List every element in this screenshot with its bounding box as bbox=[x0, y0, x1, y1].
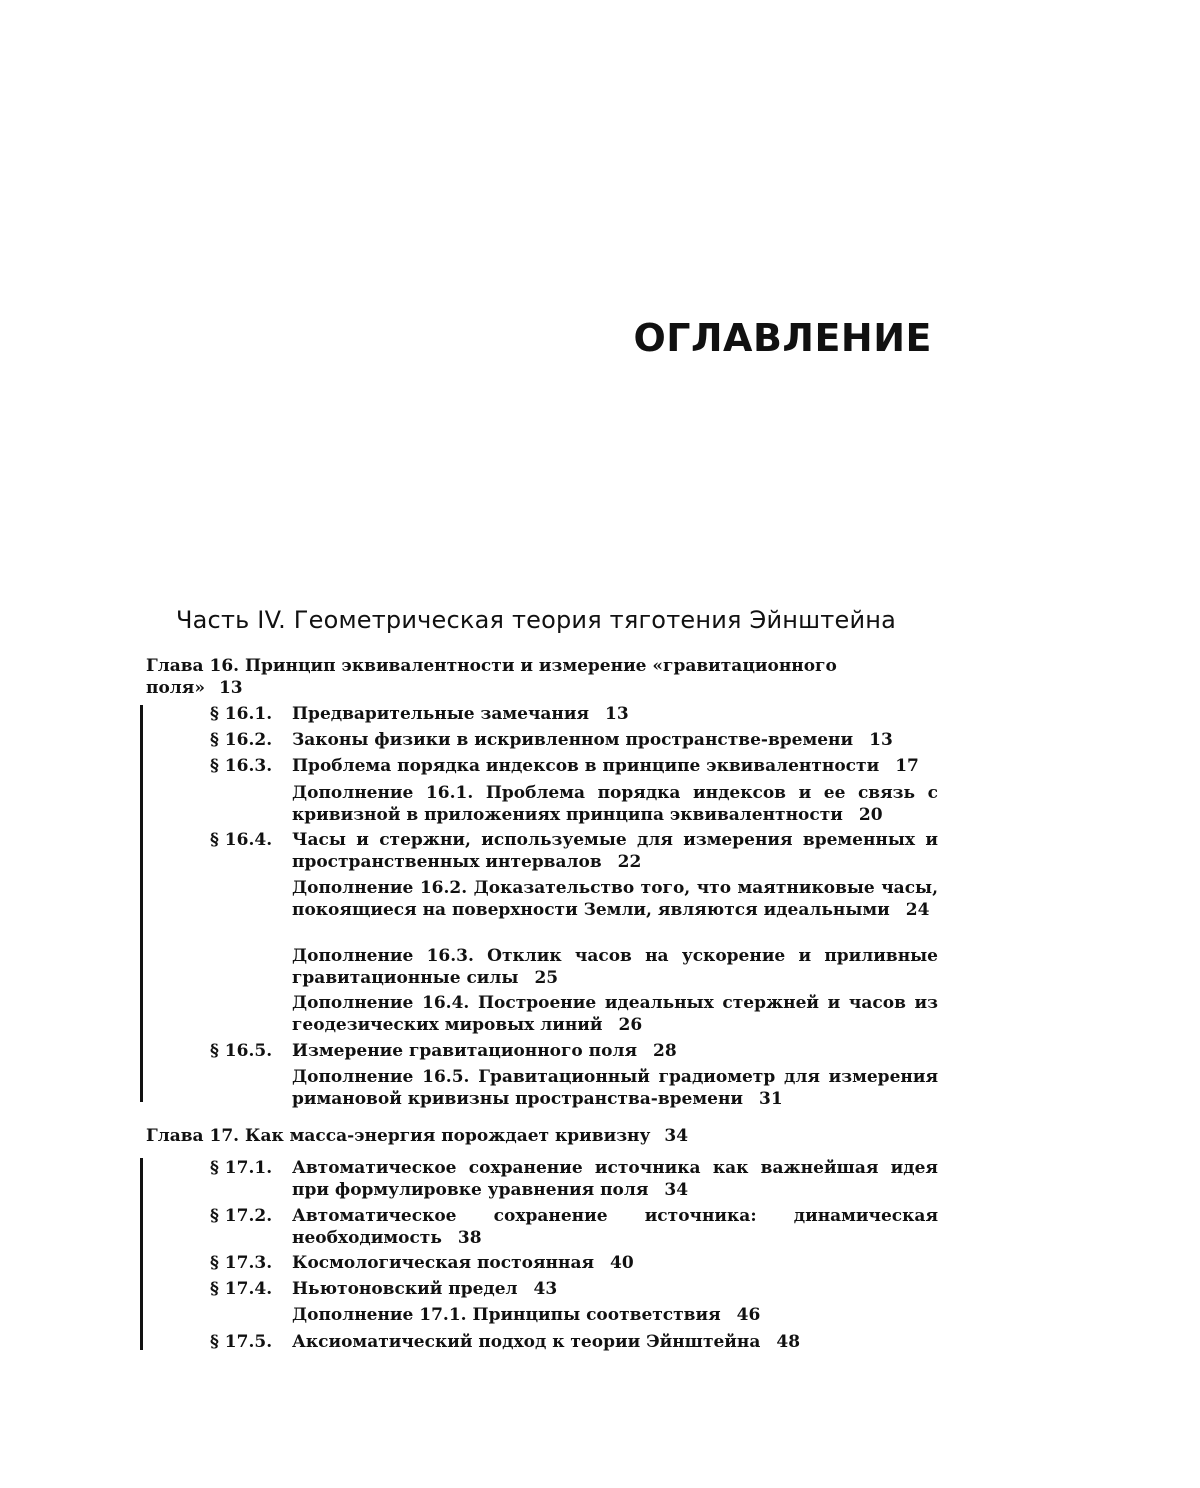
supplement-page: 26 bbox=[618, 1015, 643, 1035]
section-page: 48 bbox=[776, 1332, 801, 1352]
section-page: 17 bbox=[895, 756, 919, 776]
supplement-title: Дополнение 16.3. Отклик часов на ускорение и приливные гравитационные силы bbox=[292, 946, 938, 988]
section-16-1[interactable] bbox=[210, 703, 938, 725]
section-title: Предварительные замечания bbox=[292, 704, 590, 724]
supplement-16-2[interactable] bbox=[292, 877, 938, 921]
supplement-16-4[interactable] bbox=[292, 992, 938, 1036]
section-number: § 16.1. bbox=[210, 704, 273, 724]
section-17-5[interactable] bbox=[210, 1331, 938, 1353]
section-17-3[interactable] bbox=[210, 1252, 938, 1274]
section-title: Космологическая постоянная bbox=[292, 1253, 595, 1273]
supplement-page: 25 bbox=[534, 968, 559, 988]
supplement-16-5[interactable] bbox=[292, 1066, 938, 1110]
supplement-page: 20 bbox=[858, 805, 883, 825]
section-page: 43 bbox=[533, 1279, 558, 1299]
section-page: 28 bbox=[653, 1041, 677, 1061]
section-title: Автоматическое сохранение источника: динамическая необходимость bbox=[292, 1206, 938, 1248]
supplement-title: Дополнение 16.4. Построение идеальных стержней и часов из геодезических мировых линий bbox=[292, 993, 938, 1035]
section-number: § 16.3. bbox=[210, 756, 273, 776]
section-number: § 17.3. bbox=[210, 1253, 273, 1273]
section-title: Часы и стержни, используемые для измерения временных и пространственных интервалов bbox=[292, 830, 938, 872]
section-number: § 17.2. bbox=[210, 1206, 273, 1226]
section-number: § 16.2. bbox=[210, 730, 273, 750]
supplement-title: Дополнение 16.5. Гравитационный градиометр для измерения римановой кривизны пространства-времени bbox=[292, 1067, 938, 1109]
section-title: Законы физики в искривленном пространстве-времени bbox=[292, 730, 854, 750]
section-page: 38 bbox=[457, 1228, 482, 1248]
section-17-1[interactable] bbox=[210, 1157, 938, 1201]
section-page: 13 bbox=[605, 704, 629, 724]
chapter-17-page: 34 bbox=[664, 1126, 689, 1146]
chapter-16-margin-bar bbox=[140, 705, 143, 1102]
supplement-page: 46 bbox=[736, 1305, 761, 1325]
chapter-16-page: 13 bbox=[218, 678, 243, 698]
chapter-17-margin-bar bbox=[140, 1158, 143, 1350]
section-number: § 17.4. bbox=[210, 1279, 273, 1299]
supplement-page: 24 bbox=[905, 900, 930, 920]
section-title: Проблема порядка индексов в принципе эквивалентности bbox=[292, 756, 880, 776]
section-page: 22 bbox=[617, 852, 642, 872]
section-17-2[interactable] bbox=[210, 1205, 938, 1249]
supplement-title: Дополнение 17.1. Принципы соответствия bbox=[292, 1305, 721, 1325]
section-title: Аксиоматический подход к теории Эйнштейна bbox=[292, 1332, 761, 1352]
supplement-page: 31 bbox=[759, 1089, 783, 1109]
section-title: Автоматическое сохранение источника как важнейшая идея при формулировке уравнения поля bbox=[292, 1158, 938, 1200]
supplement-16-3[interactable] bbox=[292, 945, 938, 989]
section-16-2[interactable] bbox=[210, 729, 938, 751]
page-title: ОГЛАВЛЕНИЕ bbox=[633, 316, 932, 360]
section-number: § 17.1. bbox=[210, 1158, 273, 1178]
supplement-16-1[interactable] bbox=[292, 782, 938, 826]
section-title: Ньютоновский предел bbox=[292, 1279, 518, 1299]
section-number: § 16.5. bbox=[210, 1041, 273, 1061]
chapter-16-entry[interactable] bbox=[146, 655, 876, 699]
chapter-17-label: Глава 17. Как масса-энергия порождает кривизну bbox=[146, 1126, 651, 1146]
supplement-title: Дополнение 16.2. Доказательство того, что маятниковые часы, покоящиеся на поверхности Земли, являются идеальными bbox=[292, 878, 938, 920]
section-number: § 17.5. bbox=[210, 1332, 273, 1352]
supplement-17-1[interactable] bbox=[292, 1304, 938, 1326]
section-number: § 16.4. bbox=[210, 830, 273, 850]
section-page: 34 bbox=[664, 1180, 689, 1200]
section-page: 40 bbox=[610, 1253, 634, 1273]
section-page: 13 bbox=[869, 730, 893, 750]
part-title: Часть IV. Геометрическая теория тяготения Эйнштейна bbox=[176, 606, 897, 634]
chapter-16-label: Глава 16. Принцип эквивалентности и измерение «гравитационного поля» bbox=[146, 656, 837, 698]
section-16-4[interactable] bbox=[210, 829, 938, 873]
supplement-title: Дополнение 16.1. Проблема порядка индексов и ее связь с кривизной в приложениях принципа эквивалентности bbox=[292, 783, 938, 825]
section-16-3[interactable] bbox=[210, 755, 938, 777]
section-16-5[interactable] bbox=[210, 1040, 938, 1062]
section-title: Измерение гравитационного поля bbox=[292, 1041, 638, 1061]
section-17-4[interactable] bbox=[210, 1278, 938, 1300]
chapter-17-entry[interactable] bbox=[146, 1125, 876, 1147]
